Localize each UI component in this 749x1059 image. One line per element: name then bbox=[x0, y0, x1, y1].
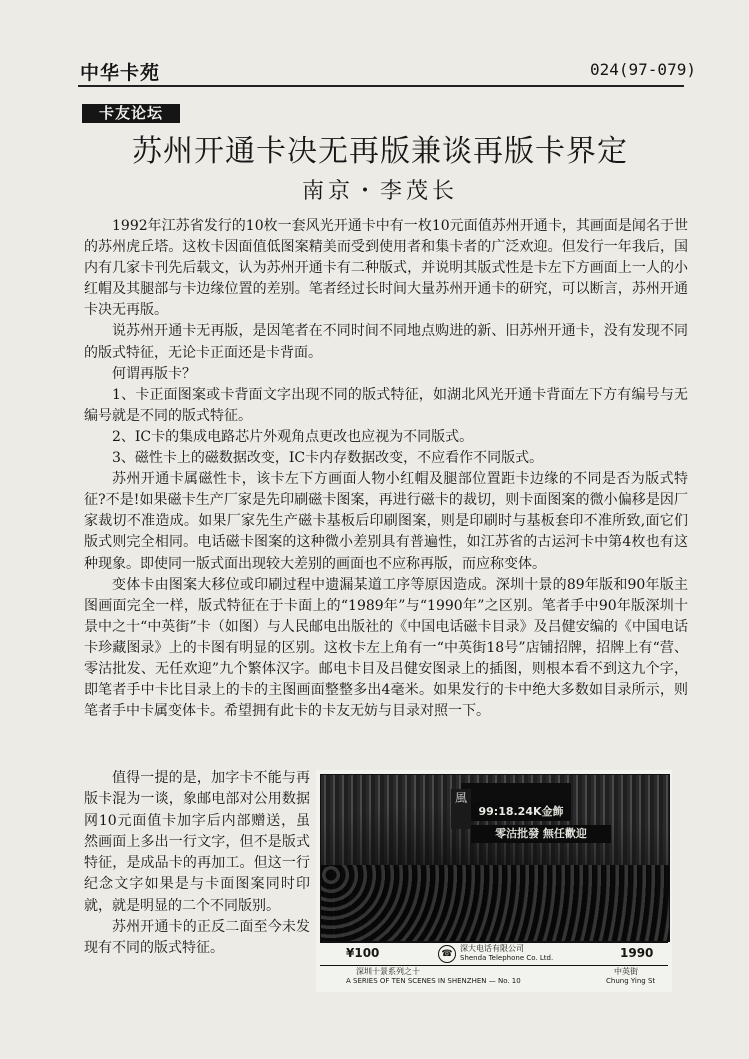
paragraph: 苏州开通卡属磁性卡，该卡左下方画面人物小红帽及腿部位置距卡边缘的不同是否为版式特征?不是!如果磁卡生产厂家是先印刷磁卡图案，再进行磁卡的裁切，则卡面图案的微小偏移是因厂家裁切不准造成。如果厂家先生产磁卡基板后印刷图案，则是印刷时与基板套印不准所致,面它们版式则完全相同。电话磁卡图案的这种微小差别具有普遍性，如江苏省的古运河卡中第4枚也有这种现象。即使同一版式面出现较大差别的画面也不应称再版，而应称变体。 bbox=[84, 471, 688, 572]
shop-sign-line2: 零沽批發 無任歡迎 bbox=[471, 825, 611, 843]
shop-sign-line1: 99:18.24K金飾 bbox=[471, 803, 571, 821]
crowd-area bbox=[321, 865, 669, 941]
card-year: 1990 bbox=[620, 946, 654, 960]
telephone-logo-icon: ☎ bbox=[438, 945, 456, 963]
series-caption-en: A SERIES OF TEN SCENES IN SHENZHEN — No. 10 bbox=[346, 977, 521, 985]
scene-caption-en: Chung Ying St bbox=[606, 977, 656, 985]
series-caption-cn: 深圳十景系列之十 bbox=[356, 967, 420, 976]
article-byline: 南京・李茂长 bbox=[301, 179, 458, 204]
paragraph: 1、卡正面图案或卡背面文字出现不同的版式特征，如湖北风光开通卡背面左下方有编号与无编号就是不同的版式特征。 bbox=[84, 386, 688, 424]
column-tag: 卡友论坛 bbox=[82, 104, 180, 123]
scene-caption-cn: 中英街 bbox=[614, 967, 638, 976]
paragraph: 值得一提的是，加字卡不能与再版卡混为一谈，象邮电部对公用数据网10元面值卡加字后内部赠送，虽然画面上多出一行文字，但不是版式特征，是成品卡的再加工。但这一行纪念文字如果是与卡面图案同时印就，就是明显的二个不同版别。 bbox=[84, 770, 310, 914]
paragraph: 2、IC卡的集成电路芯片外观角点更改也应视为不同版式。 bbox=[112, 428, 474, 445]
article-title: 苏州开通卡决无再版兼谈再版卡界定 bbox=[132, 134, 628, 169]
paragraph: 变体卡由图案大移位或印刷过程中遗漏某道工序等原因造成。深圳十景的89年版和90年版主图画面完全一样，版式特征在于卡面上的“1989年”与“1990年”之区别。笔者手中90年版深圳十景中之十“中英街”卡（如图）与人民邮电出版社的《中国电话磁卡目录》及吕健安编的《中国电话卡珍藏图录》上的卡图有明显的区别。这枚卡左上角有一“中英街18号”店铺招牌，招牌上有“营、零沽批发、无任欢迎”九个繁体汉字。邮电卡目及吕健安图录上的插图，则根本看不到这九个字，即笔者手中卡比目录上的卡的主图画面整整多出4毫米。如果发行的卡中绝大多数如目录所示，则笔者手中卡属变体卡。希望拥有此卡的卡友无妨与目录对照一下。 bbox=[84, 576, 688, 720]
paragraph: 3、磁性卡上的磁数据改变，IC卡内存数据改变，不应看作不同版式。 bbox=[112, 450, 544, 467]
paragraph: 1992年江苏省发行的10枚一套风光开通卡中有一枚10元面值苏州开通卡，其画面是闻名于世的苏州虎丘塔。这枚卡因面值低图案精美而受到使用者和集卡者的广泛欢迎。但发行一年我后，国内有几家卡刊先后载文，认为苏州开通卡有二种版式，并说明其版式性是卡左下方画面上一人的小红帽及其腿部与卡边缘位置的差别。笔者经过长时间大量苏州开通卡的研究，可以断言，苏州开通卡决无再版。 bbox=[84, 218, 688, 319]
street-photo bbox=[320, 774, 670, 942]
header-divider bbox=[78, 85, 684, 87]
paragraph: 说苏州开通卡无再版，是因笔者在不同时间不同地点购进的新、旧苏州开通卡，没有发现不同的版式特征，无论卡正面还是卡背面。 bbox=[84, 323, 688, 361]
page-code: 024(97-079) bbox=[590, 60, 696, 79]
article-body bbox=[84, 216, 688, 722]
card-info-strip bbox=[320, 942, 668, 966]
paragraph: 何谓再版卡？ bbox=[112, 365, 196, 382]
issuer-name-en: Shenda Telephone Co. Ltd. bbox=[460, 954, 554, 962]
issuer-name-cn: 深大电话有限公司 bbox=[460, 944, 524, 953]
side-text-column bbox=[84, 768, 310, 960]
card-face-value: ¥100 bbox=[346, 946, 380, 960]
paragraph: 苏州开通卡的正反二面至今未发现有不同的版式特征。 bbox=[84, 919, 310, 957]
magazine-name: 中华卡苑 bbox=[80, 62, 161, 84]
shop-sign-char: 風 bbox=[451, 789, 471, 829]
phone-card-illustration bbox=[316, 770, 672, 992]
